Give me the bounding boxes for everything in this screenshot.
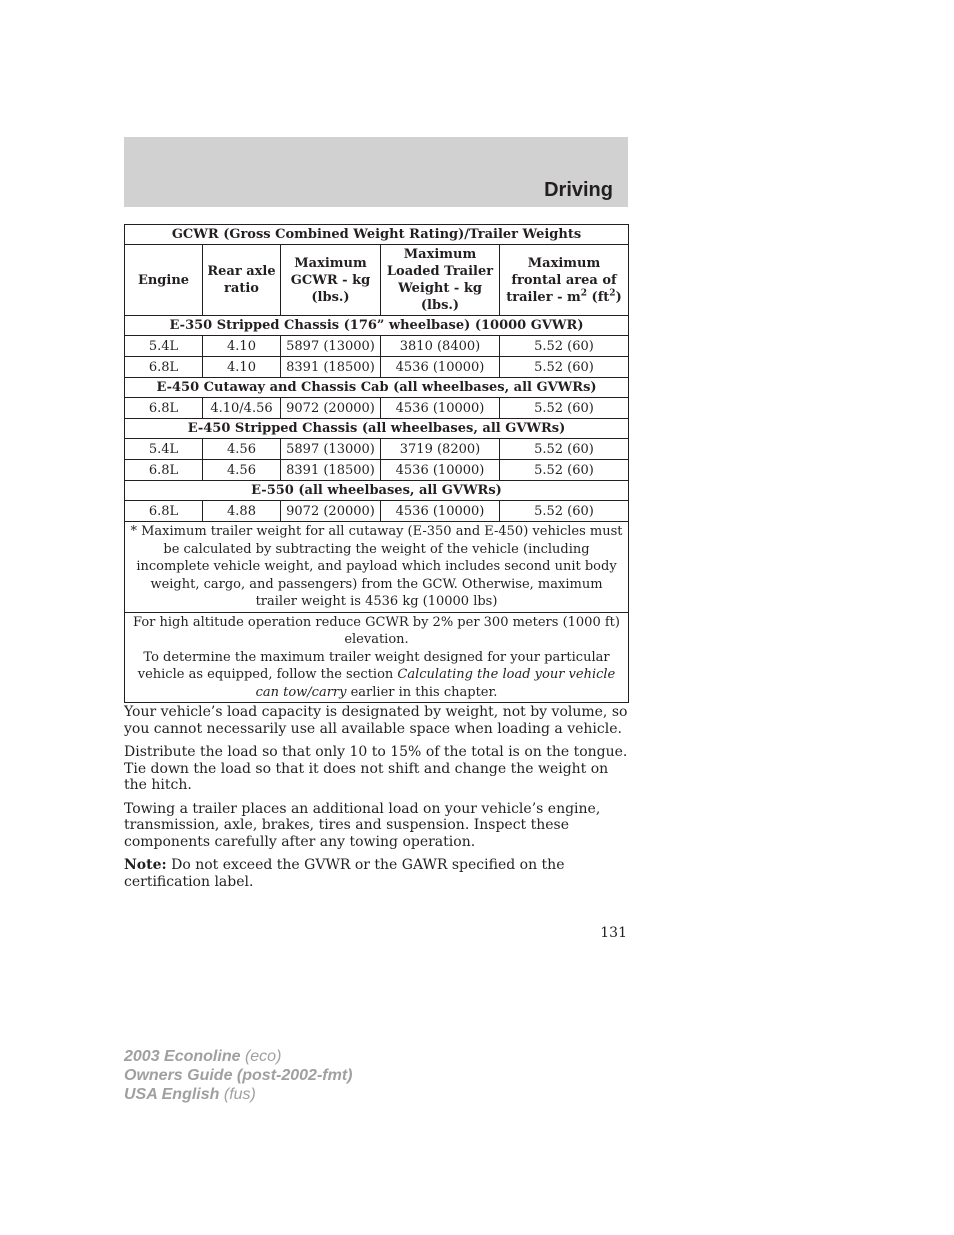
section-reference: Calculating the load your vehicle can tow/carry	[255, 667, 616, 700]
footer-language: USA English	[124, 1086, 220, 1103]
column-header-max-trailer-weight: Maximum Loaded Trailer Weight - kg (lbs.)	[381, 245, 500, 316]
vehicle-group-label: E-450 Cutaway and Chassis Cab (all wheelbases, all GVWRs)	[125, 378, 629, 398]
table-row	[125, 357, 629, 378]
cell-max-trailer-weight: 3719 (8200)	[381, 439, 500, 460]
cell-frontal-area: 5.52 (60)	[500, 501, 629, 522]
section-title: Driving	[544, 179, 613, 201]
table-row	[125, 398, 629, 419]
table-title-row	[125, 225, 629, 245]
cell-axle-ratio: 4.10	[203, 336, 281, 357]
vehicle-group-row	[125, 419, 629, 439]
determine-weight-text: To determine the maximum trailer weight designed for your particular vehicle as equipped, follow the section	[137, 649, 610, 682]
table-title: GCWR (Gross Combined Weight Rating)/Trailer Weights	[125, 225, 629, 245]
vehicle-group-row	[125, 481, 629, 501]
altitude-note-row	[125, 612, 629, 703]
footer-line-language	[124, 1085, 352, 1104]
footnote-row	[125, 522, 629, 613]
table-row	[125, 336, 629, 357]
table-header-row	[125, 245, 629, 316]
cell-engine: 6.8L	[125, 501, 203, 522]
cell-engine: 5.4L	[125, 336, 203, 357]
footer-line-model	[124, 1047, 352, 1066]
cell-max-trailer-weight: 4536 (10000)	[381, 357, 500, 378]
cell-max-gcwr: 9072 (20000)	[281, 398, 381, 419]
altitude-note: For high altitude operation reduce GCWR by 2% per 300 meters (1000 ft) elevation.	[133, 614, 620, 647]
vehicle-group-label: E-550 (all wheelbases, all GVWRs)	[125, 481, 629, 501]
cell-frontal-area: 5.52 (60)	[500, 357, 629, 378]
table-row	[125, 501, 629, 522]
frontal-area-label: Maximum frontal area of trailer - m	[506, 255, 617, 305]
cell-engine: 6.8L	[125, 398, 203, 419]
cell-max-trailer-weight: 4536 (10000)	[381, 460, 500, 481]
page-number: 131	[600, 925, 627, 941]
column-header-axle-ratio: Rear axle ratio	[203, 245, 281, 316]
cell-max-gcwr: 8391 (18500)	[281, 460, 381, 481]
footnote: * Maximum trailer weight for all cutaway (E-350 and E-450) vehicles must be calculated by subtracting the weight of the vehicle (including incomplete vehicle weight, and payload which includes second unit body weight, cargo, and passengers) from the GCW. Otherwise, maximum trailer weight is 4536 kg (10000 lbs)	[125, 522, 629, 613]
footer-model: 2003 Econoline	[124, 1048, 241, 1065]
paragraph-note	[124, 857, 630, 890]
determine-weight-suffix: earlier in this chapter.	[346, 684, 498, 700]
cell-axle-ratio: 4.56	[203, 439, 281, 460]
paragraph-towing-load: Towing a trailer places an additional load on your vehicle’s engine, transmission, axle, brakes, tires and suspension. Inspect these components carefully after any towing operation.	[124, 800, 601, 850]
column-header-engine: Engine	[125, 245, 203, 316]
footer-line-guide	[124, 1066, 352, 1085]
note-text: Do not exceed the GVWR or the GAWR specified on the certification label.	[124, 857, 565, 890]
frontal-area-superscript-ft: 2	[609, 288, 616, 299]
cell-frontal-area: 5.52 (60)	[500, 439, 629, 460]
vehicle-group-row	[125, 378, 629, 398]
vehicle-group-label: E-450 Stripped Chassis (all wheelbases, all GVWRs)	[125, 419, 629, 439]
cell-axle-ratio: 4.10/4.56	[203, 398, 281, 419]
footer-model-code: (eco)	[240, 1048, 282, 1065]
cell-max-gcwr: 5897 (13000)	[281, 439, 381, 460]
determine-weight-note	[128, 649, 625, 702]
cell-max-trailer-weight: 4536 (10000)	[381, 398, 500, 419]
paragraph-load-capacity: Your vehicle’s load capacity is designated by weight, not by volume, so you cannot necessarily use all available space when loading a vehicle.	[124, 704, 628, 737]
trailer-weights-table	[124, 224, 629, 703]
column-header-frontal-area	[500, 245, 629, 316]
altitude-note-cell	[125, 612, 629, 703]
paragraph-distribute-load: Distribute the load so that only 10 to 15% of the total is on the tongue. Tie down the load so that it does not shift and change the weight on the hitch.	[124, 744, 628, 793]
cell-max-gcwr: 5897 (13000)	[281, 336, 381, 357]
footer-guide: Owners Guide (post-2002-fmt)	[124, 1067, 353, 1084]
cell-axle-ratio: 4.10	[203, 357, 281, 378]
cell-axle-ratio: 4.88	[203, 501, 281, 522]
table-row	[125, 460, 629, 481]
cell-max-gcwr: 9072 (20000)	[281, 501, 381, 522]
footer-language-code: (fus)	[219, 1086, 256, 1103]
frontal-area-label-ft: (ft	[587, 289, 610, 305]
vehicle-group-label: E-350 Stripped Chassis (176” wheelbase) (10000 GVWR)	[125, 316, 629, 336]
cell-max-gcwr: 8391 (18500)	[281, 357, 381, 378]
cell-frontal-area: 5.52 (60)	[500, 398, 629, 419]
document-footer	[124, 1047, 352, 1104]
cell-max-trailer-weight: 3810 (8400)	[381, 336, 500, 357]
cell-max-trailer-weight: 4536 (10000)	[381, 501, 500, 522]
note-label: Note:	[124, 857, 167, 873]
table-row	[125, 439, 629, 460]
column-header-max-gcwr: Maximum GCWR - kg (lbs.)	[281, 245, 381, 316]
frontal-area-label-close: )	[615, 289, 622, 305]
cell-axle-ratio: 4.56	[203, 460, 281, 481]
cell-engine: 6.8L	[125, 460, 203, 481]
cell-frontal-area: 5.52 (60)	[500, 336, 629, 357]
cell-frontal-area: 5.52 (60)	[500, 460, 629, 481]
vehicle-group-row	[125, 316, 629, 336]
cell-engine: 6.8L	[125, 357, 203, 378]
body-text	[124, 704, 630, 897]
frontal-area-superscript-m: 2	[580, 288, 588, 299]
section-header-band	[124, 137, 628, 207]
cell-engine: 5.4L	[125, 439, 203, 460]
